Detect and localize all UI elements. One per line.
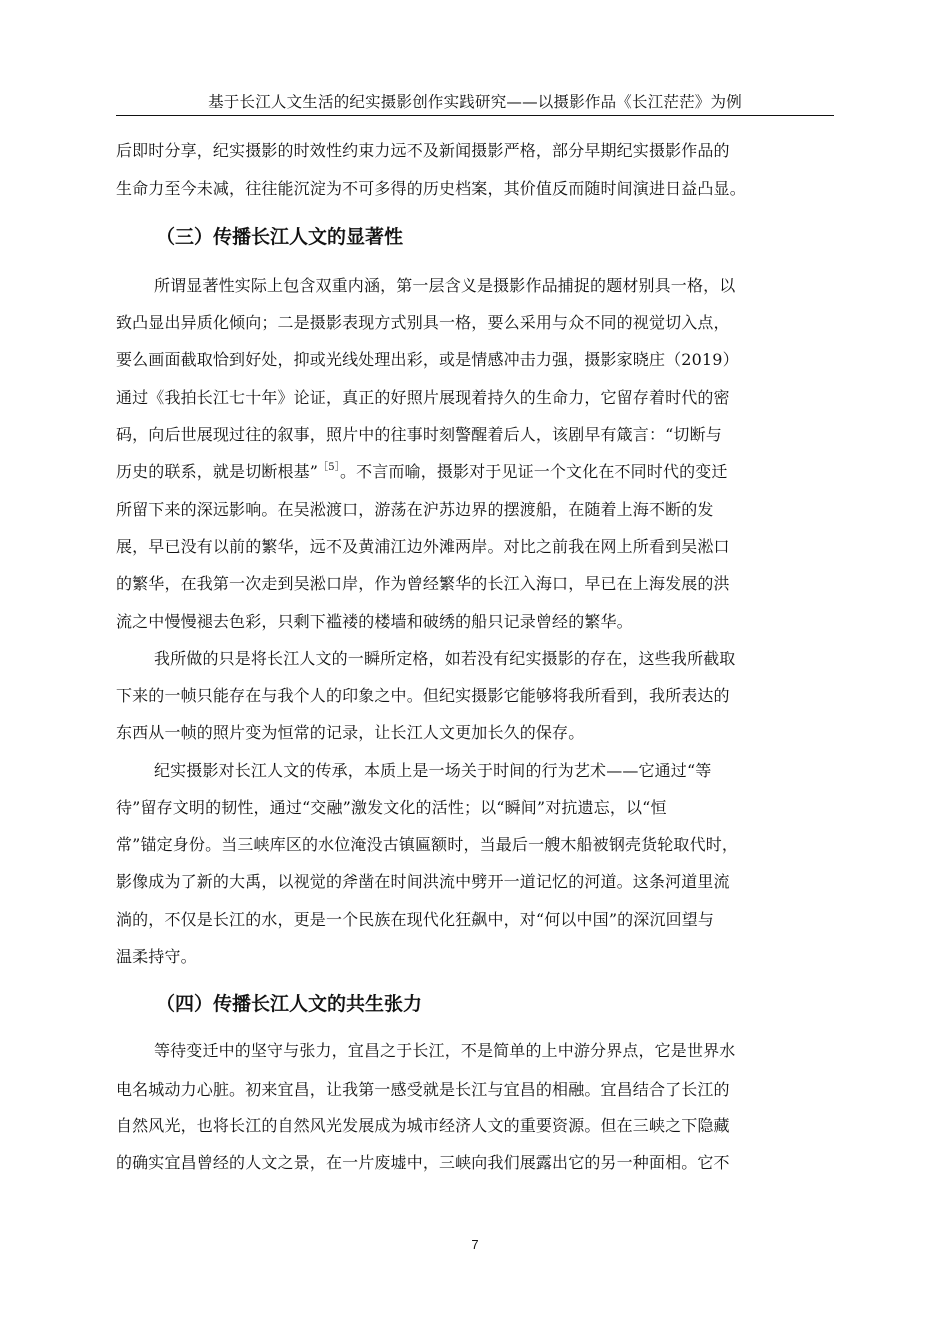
body-line: 通过《我拍长江七十年》论证，真正的好照片展现着持久的生命力，它留存着时代的密 [116,388,730,407]
body-line: 东西从一帧的照片变为恒常的记录，让长江人文更加长久的保存。 [116,723,585,742]
citation-continuation: 。不言而喻，摄影对于见证一个文化在不同时代的变迁 [339,462,728,481]
body-line: 等待变迁中的坚守与张力，宜昌之于长江，不是简单的上中游分界点，它是世界水 [154,1041,736,1060]
body-line: 要么画面截取恰到好处，抑或光线处理出彩，或是情感冲击力强，摄影家晓庄（2019） [116,350,739,369]
running-header: 基于长江人文生活的纪实摄影创作实践研究——以摄影作品《长江茫茫》为例 [208,93,742,111]
body-line: 致凸显出异质化倾向；二是摄影表现方式别具一格，要么采用与众不同的视觉切入点， [116,313,730,332]
body-line: 我所做的只是将长江人文的一瞬所定格，如若没有纪实摄影的存在，这些我所截取 [154,649,736,668]
body-line-with-citation [116,462,728,482]
body-line: 温柔持守。 [116,947,197,966]
body-line: 展，早已没有以前的繁华，远不及黄浦江边外滩两岸。对比之前我在网上所看到吴淞口 [116,537,730,556]
page-number: 7 [471,1237,479,1252]
section-heading: （三）传播长江人文的显著性 [156,226,404,248]
body-line: 后即时分享，纪实摄影的时效性约束力远不及新闻摄影严格，部分早期纪实摄影作品的 [116,141,730,160]
body-line: 所谓显著性实际上包含双重内涵，第一层含义是摄影作品捕捉的题材别具一格，以 [154,276,736,295]
citation-context: 历史的联系，就是切断根基” [116,462,319,481]
body-line: 码，向后世展现过往的叙事，照片中的往事时刻警醒着后人，该剧早有箴言：“切断与 [116,425,722,444]
body-line: 流之中慢慢褪去色彩，只剩下褴褛的楼墙和破绣的船只记录曾经的繁华。 [116,612,633,631]
body-line: 影像成为了新的大禹，以视觉的斧凿在时间洪流中劈开一道记忆的河道。这条河道里流 [116,872,730,891]
body-line: 生命力至今未减，往往能沉淀为不可多得的历史档案，其价值反而随时间演进日益凸显。 [116,179,746,198]
body-line: 的确实宜昌曾经的人文之景，在一片废墟中，三峡向我们展露出它的另一种面相。它不 [116,1153,730,1172]
body-line: 电名城动力心脏。初来宜昌，让我第一感受就是长江与宜昌的相融。宜昌结合了长江的 [116,1080,730,1099]
body-line: 待”留存文明的韧性，通过“交融”激发文化的活性；以“瞬间”对抗遗忘，以“恒 [116,798,667,817]
body-line: 常”锚定身份。当三峡库区的水位淹没古镇匾额时，当最后一艘木船被钢壳货轮取代时， [116,835,739,854]
body-line: 自然风光，也将长江的自然风光发展成为城市经济人文的重要资源。但在三峡之下隐藏 [116,1116,730,1135]
body-line: 下来的一帧只能存在与我个人的印象之中。但纪实摄影它能够将我所看到，我所表达的 [116,686,730,705]
body-line: 淌的，不仅是长江的水，更是一个民族在现代化狂飙中，对“何以中国”的深沉回望与 [116,910,715,929]
citation-reference: ［5］ [318,462,340,473]
body-line: 纪实摄影对长江人文的传承，本质上是一场关于时间的行为艺术——它通过“等 [154,761,712,780]
body-line: 的繁华，在我第一次走到吴淞口岸，作为曾经繁华的长江入海口，早已在上海发展的洪 [116,574,730,593]
section-heading: （四）传播长江人文的共生张力 [156,993,423,1015]
header-divider [116,115,834,116]
body-line: 所留下来的深远影响。在吴淞渡口，游荡在沪苏边界的摆渡船，在随着上海不断的发 [116,500,714,519]
